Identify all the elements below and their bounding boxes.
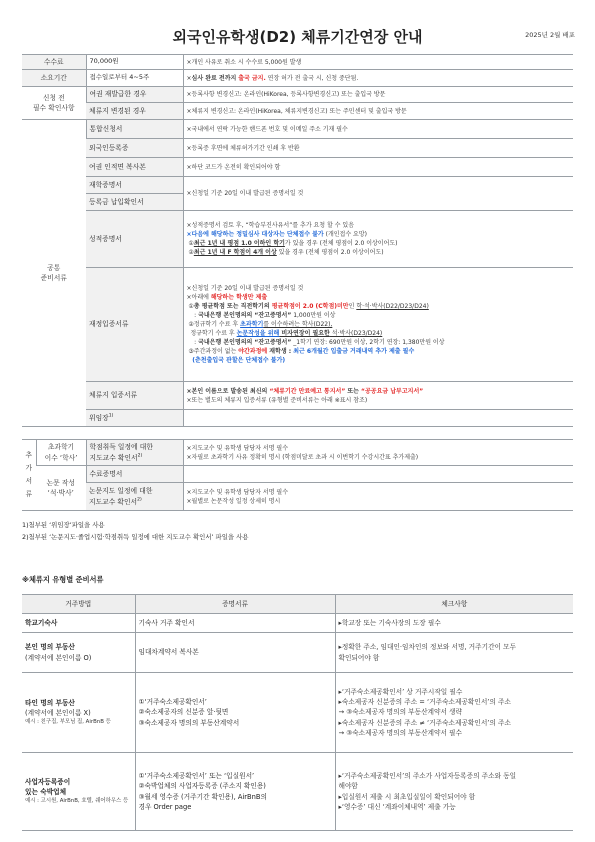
own-lease-row	[22, 633, 573, 673]
pre-check-category: 신청 전 필수 확인사항	[22, 87, 86, 120]
arc-note: ×등록증 후면에 체류허가기간 인쇄 후 반환	[183, 139, 573, 158]
additional-docs-category: 추 가 서 류	[22, 440, 36, 511]
lodging-method: 사업자등록증이 있는 숙박업체 예시 : 고시원, AirBnB, 호텔, 쉐어하우스 등	[22, 753, 135, 831]
application-form-label: 통합신청서	[86, 120, 183, 139]
extra-semester-row	[22, 440, 573, 466]
period-value: 접수일로부터 4~5주	[86, 70, 183, 87]
table2-header	[22, 595, 573, 614]
lodging-checks: ▸‘거주숙소제공확인서’의 주소가 사업자등록증의 주소와 동일 해야함 ▸입실원서 제출 시 최초입실일이 확인되어야 함 ▸‘영수증’ 대신 ‘계좌이체내역’ 제출 가능	[335, 753, 573, 831]
financial-proof-row	[22, 268, 573, 382]
extra-semester-note: ×지도교수 및 유학생 담당자 서명 필수 ×자필로 초과학기 사유 정확히 명시 (학점미달로 초과 시 이번학기 수강시간표 추가제출)	[183, 440, 573, 466]
dormitory-checks: ▸학교장 또는 기숙사장의 도장 필수	[335, 614, 573, 633]
passport-change-row	[22, 87, 573, 103]
completion-cert-note	[183, 466, 573, 483]
distribution-date: 2025년 2월 배포	[525, 31, 575, 39]
thesis-row	[22, 483, 573, 511]
address-change-row	[22, 103, 573, 120]
dormitory-method: 학교기숙사	[22, 614, 135, 633]
residence-proof-note: ×본인 이름으로 발송된 최신의 “체류기간 만료예고 통지서” 또는 “공공요금 납부고지서” ×또는 별도의 체류지 입증서류 (유형별 준비서류는 아래 ※표시 참조)	[183, 382, 573, 410]
fee-row	[22, 55, 573, 70]
requirements-table	[22, 54, 573, 427]
fee-label: 수수료	[22, 55, 86, 70]
thesis-doc: 논문지도 일정에 대한 지도교수 확인서$^{2)}$	[86, 483, 183, 511]
extra-semester-doc: 학점취득 일정에 대한 지도교수 확인서$^{2)}$	[86, 440, 183, 466]
period-label: 소요기간	[22, 70, 86, 87]
section2-title: ※체류지 유형별 준비서류	[22, 575, 104, 584]
other-lease-method: 타인 명의 부동산 (계약서에 본인이름 X) 예시 : 친구집, 부모님 집, AirBnB 등	[22, 673, 135, 753]
fee-value: 70,000원	[86, 55, 183, 70]
other-lease-docs: ①‘거주숙소제공확인서’ ②숙소제공자의 신분증 앞·뒷면 ③숙소제공자 명의의 부동산계약서	[135, 673, 335, 753]
passport-copy-row	[22, 158, 573, 177]
lodging-docs: ①‘거주숙소제공확인서’ 또는 ‘입실원서’ ②숙박업체의 사업자등록증 (주소지 확인용) ③월세 영수증 (거주기간 확인용), AirBnB의 경우 Order page	[135, 753, 335, 831]
poa-label: 위임장$^{1)}$	[86, 410, 183, 427]
period-row	[22, 70, 573, 87]
residence-proof-row	[22, 382, 573, 410]
footnote-1: 1)첨부된 ‘위임장’파일을 사용	[22, 521, 105, 529]
passport-change-label: 여권 재발급한 경우	[86, 87, 183, 103]
passport-copy-note: ×하단 코드가 온전히 확인되어야 함	[183, 158, 573, 177]
financial-proof-note: ×신청일 기준 20일 이내 발급된 증명서일 것 ×아래에 해당하는 학생만 제출 ①총 평균학점 또는 직전학기의 평균학점이 2.0 (C학점)미만인 학·석·박사(D22/D23/D24) : 국내은행 본인명의의 “잔고증명서” 1,000만원 이상 ②정규학기 수료 후 초과학기를 이수하려는 학사(D22), 정규학기 수료 후 논문작성을 위해 비자연장이 필요한 석·박사(D23/D24) : 국내은행 본인명의의 “잔고증명서” _1학기 연장: 690만원 이상, 2학기 연장: 1,380만원 이상 ③주간과정이 없는 야간과정에 재학생 : 최근 6개월간 입출금 거래내역 추가 제출 필수 (춘천출입국 관할은 단체접수 불가)	[183, 268, 573, 382]
application-form-row	[22, 120, 573, 139]
enrollment-cert-note: ×신청일 기준 20일 이내 발급된 증명서일 것	[183, 177, 573, 211]
residence-proof-label: 체류지 입증서류	[86, 382, 183, 410]
application-form-note: ×국내에서 연락 가능한 핸드폰 번호 및 이메일 주소 기재 필수	[183, 120, 573, 139]
poa-note	[183, 410, 573, 427]
arc-label: 외국인등록증	[86, 139, 183, 158]
page-title: 외국인유학생(D2) 체류기간연장 안내	[172, 28, 423, 46]
tuition-cert-label: 등록금 납입확인서	[86, 194, 183, 211]
period-note: ×심사 완료 전까지 출국 금지. 연장 허가 전 출국 시, 신청 중단됨.	[183, 70, 573, 87]
financial-proof-label: 재정입증서류	[86, 268, 183, 382]
extra-semester-label: 초과학기 이수 ‘학사’	[36, 440, 86, 466]
common-docs-category: 공통 준비서류	[22, 120, 86, 427]
footnote-2: 2)첨부된 ‘논문지도·졸업시험·학점취득 일정에 대한 지도교수 확인서’ 파일을 사용	[22, 533, 249, 542]
transcript-note: ×성적증명서 검토 후, “학습부진사유서”를 추가 요청 할 수 있음 ×다음에 해당하는 정밀심사 대상자는 단체접수 불가 (개인접수 요망) ①최근 1년 내 평점 1.0 이하인 학기가 있을 경우 (전체 평점이 2.0 이상이어도) ②최근 1년 내 F 학점이 4개 이상 있을 경우 (전체 평점이 2.0 이상이어도)	[183, 211, 573, 268]
passport-change-note: ×등록사항 변경신고: 온라인(HiKorea, 등록사항변경신고) 또는 출입국 방문	[183, 87, 573, 103]
lodging-row	[22, 753, 573, 831]
passport-copy-label: 여권 인적면 복사본	[86, 158, 183, 177]
thesis-label: 논문 작성 ‘석·박사’	[36, 466, 86, 511]
thesis-note: ×지도교수 및 유학생 담당자 서명 필수 ×월별로 논문작성 일정 상세히 명시	[183, 483, 573, 511]
address-change-note: ×체류지 변경신고: 온라인(HiKorea, 체류지변경신고) 또는 주민센터 및 출입국 방문	[183, 103, 573, 120]
residence-type-table	[22, 594, 573, 831]
own-lease-method: 본인 명의 부동산 (계약서에 본인이름 O)	[22, 633, 135, 673]
transcript-row	[22, 211, 573, 268]
own-lease-checks: ▸정확한 주소, 임대인·임차인의 정보와 서명, 거주기간이 모두 확인되어야 함	[335, 633, 573, 673]
other-lease-row	[22, 673, 573, 753]
footnotes	[22, 519, 248, 543]
enrollment-cert-row	[22, 177, 573, 194]
address-change-label: 체류지 변경된 경우	[86, 103, 183, 120]
header-docs: 증명서류	[135, 595, 335, 614]
enrollment-cert-label: 재학증명서	[86, 177, 183, 194]
own-lease-docs: 임대차계약서 복사본	[135, 633, 335, 673]
arc-row	[22, 139, 573, 158]
completion-cert-label: 수료증명서	[86, 466, 183, 483]
other-lease-checks: ▸‘거주숙소제공확인서’ 상 거주시작일 필수 ▸숙소제공자 신분증의 주소 = ‘거주숙소제공확인서’의 주소 → ③숙소제공자 명의의 부동산계약서 생략 ▸숙소제공자 신분증의 주소 ≠ ‘거주숙소제공확인서’의 주소 → ③숙소제공자 명의의 부동산계약서 필수	[335, 673, 573, 753]
dormitory-row	[22, 614, 573, 633]
header-method: 거주방법	[22, 595, 135, 614]
transcript-label: 성적증명서	[86, 211, 183, 268]
header-checks: 체크사항	[335, 595, 573, 614]
fee-note: ×개인 사유로 취소 시 수수료 5,000원 발생	[183, 55, 573, 70]
dormitory-docs: 기숙사 거주 확인서	[135, 614, 335, 633]
additional-docs-table	[22, 439, 573, 511]
completion-cert-row	[22, 466, 573, 483]
poa-row	[22, 410, 573, 427]
